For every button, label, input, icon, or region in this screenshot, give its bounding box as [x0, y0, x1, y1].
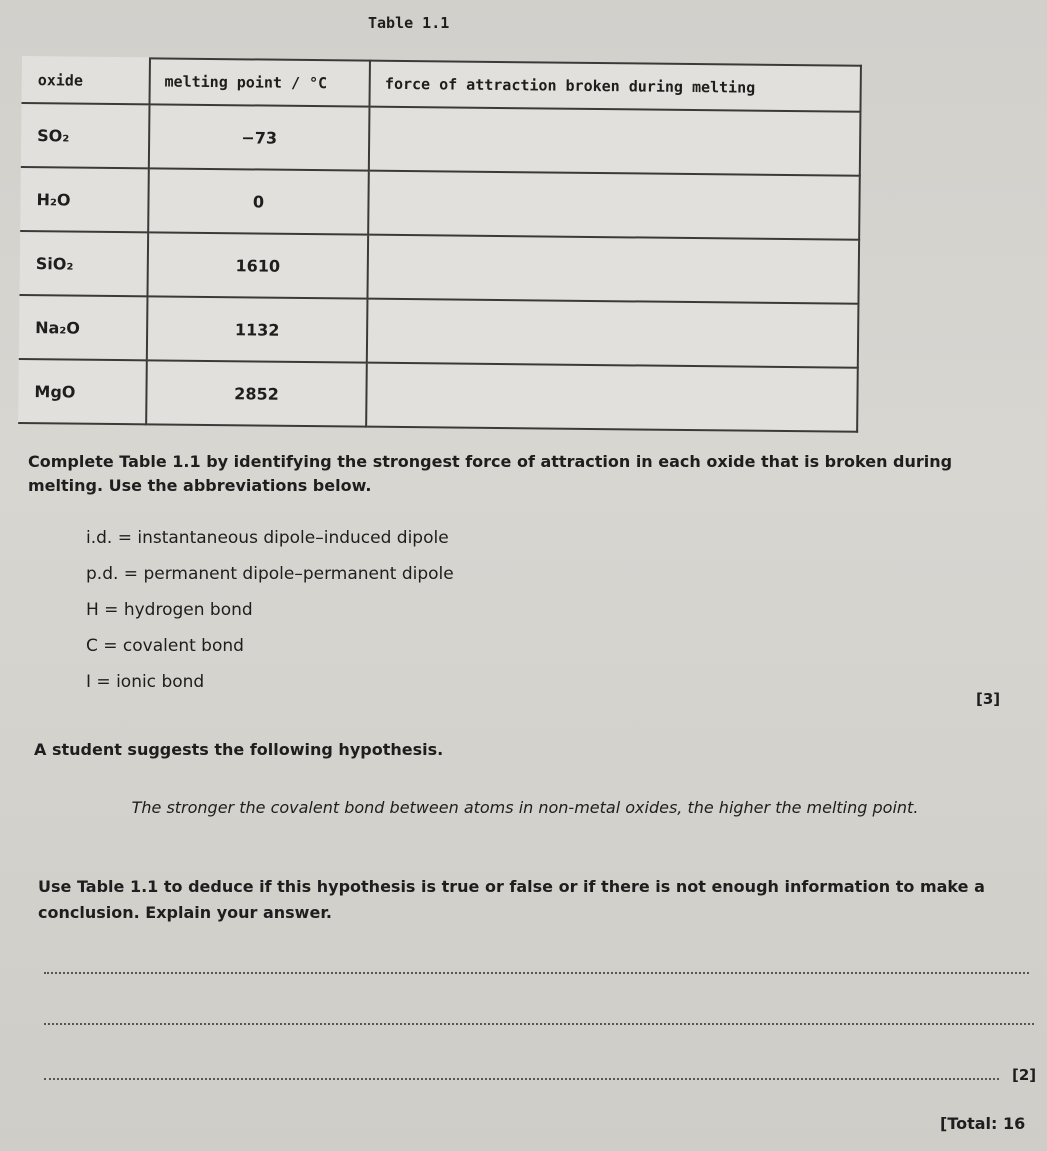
answer-line[interactable]	[44, 1023, 1034, 1025]
question-2-marks: [2]	[1012, 1066, 1037, 1084]
oxide-cell: SiO₂	[20, 231, 147, 296]
force-answer-cell[interactable]	[366, 363, 857, 432]
hypothesis-intro: A student suggests the following hypothesis.	[34, 740, 444, 759]
table-row	[20, 231, 859, 304]
table-row	[20, 295, 859, 368]
melting-point-cell: −73	[149, 104, 370, 170]
answer-line[interactable]	[44, 972, 1029, 974]
question-1-marks: [3]	[976, 690, 1001, 708]
header-oxide: oxide	[23, 57, 150, 104]
oxide-table	[18, 56, 862, 433]
header-melting-point: melting point / °C	[149, 58, 370, 106]
oxide-cell: SO₂	[22, 103, 149, 168]
answer-line[interactable]	[44, 1078, 999, 1080]
header-force: force of attraction broken during melting	[370, 61, 861, 112]
abbreviation-item: C = covalent bond	[86, 636, 244, 656]
table-row	[22, 103, 861, 176]
oxide-cell: H₂O	[21, 167, 148, 232]
melting-point-cell: 2852	[146, 360, 367, 426]
melting-point-cell: 1132	[147, 296, 368, 362]
force-answer-cell[interactable]	[368, 235, 859, 304]
force-answer-cell[interactable]	[368, 171, 859, 240]
oxide-cell: MgO	[19, 359, 146, 424]
hypothesis-text: The stronger the covalent bond between atoms in non-metal oxides, the higher the melting point.	[131, 798, 919, 817]
melting-point-cell: 1610	[147, 232, 368, 298]
abbreviation-item: i.d. = instantaneous dipole–induced dipole	[86, 528, 449, 548]
question-1-instruction: Complete Table 1.1 by identifying the strongest force of attraction in each oxide that is broken during melting. Use the abbreviations below.	[28, 452, 953, 495]
abbreviation-item: I = ionic bond	[86, 672, 205, 692]
question-2-instruction: Use Table 1.1 to deduce if this hypothesis is true or false or if there is not enough information to make a conclusion. Explain your answer.	[38, 877, 985, 922]
abbreviation-item: p.d. = permanent dipole–permanent dipole	[86, 564, 454, 584]
oxide-cell: Na₂O	[20, 295, 147, 360]
force-answer-cell[interactable]	[367, 299, 858, 368]
melting-point-cell: 0	[148, 168, 369, 234]
abbreviation-list	[86, 526, 454, 706]
abbreviation-item: H = hydrogen bond	[86, 600, 253, 620]
total-marks: [Total: 16	[940, 1114, 1026, 1133]
table-row	[21, 167, 860, 240]
force-answer-cell[interactable]	[369, 107, 860, 176]
table-title: Table 1.1	[368, 14, 450, 32]
table-row	[19, 359, 858, 432]
